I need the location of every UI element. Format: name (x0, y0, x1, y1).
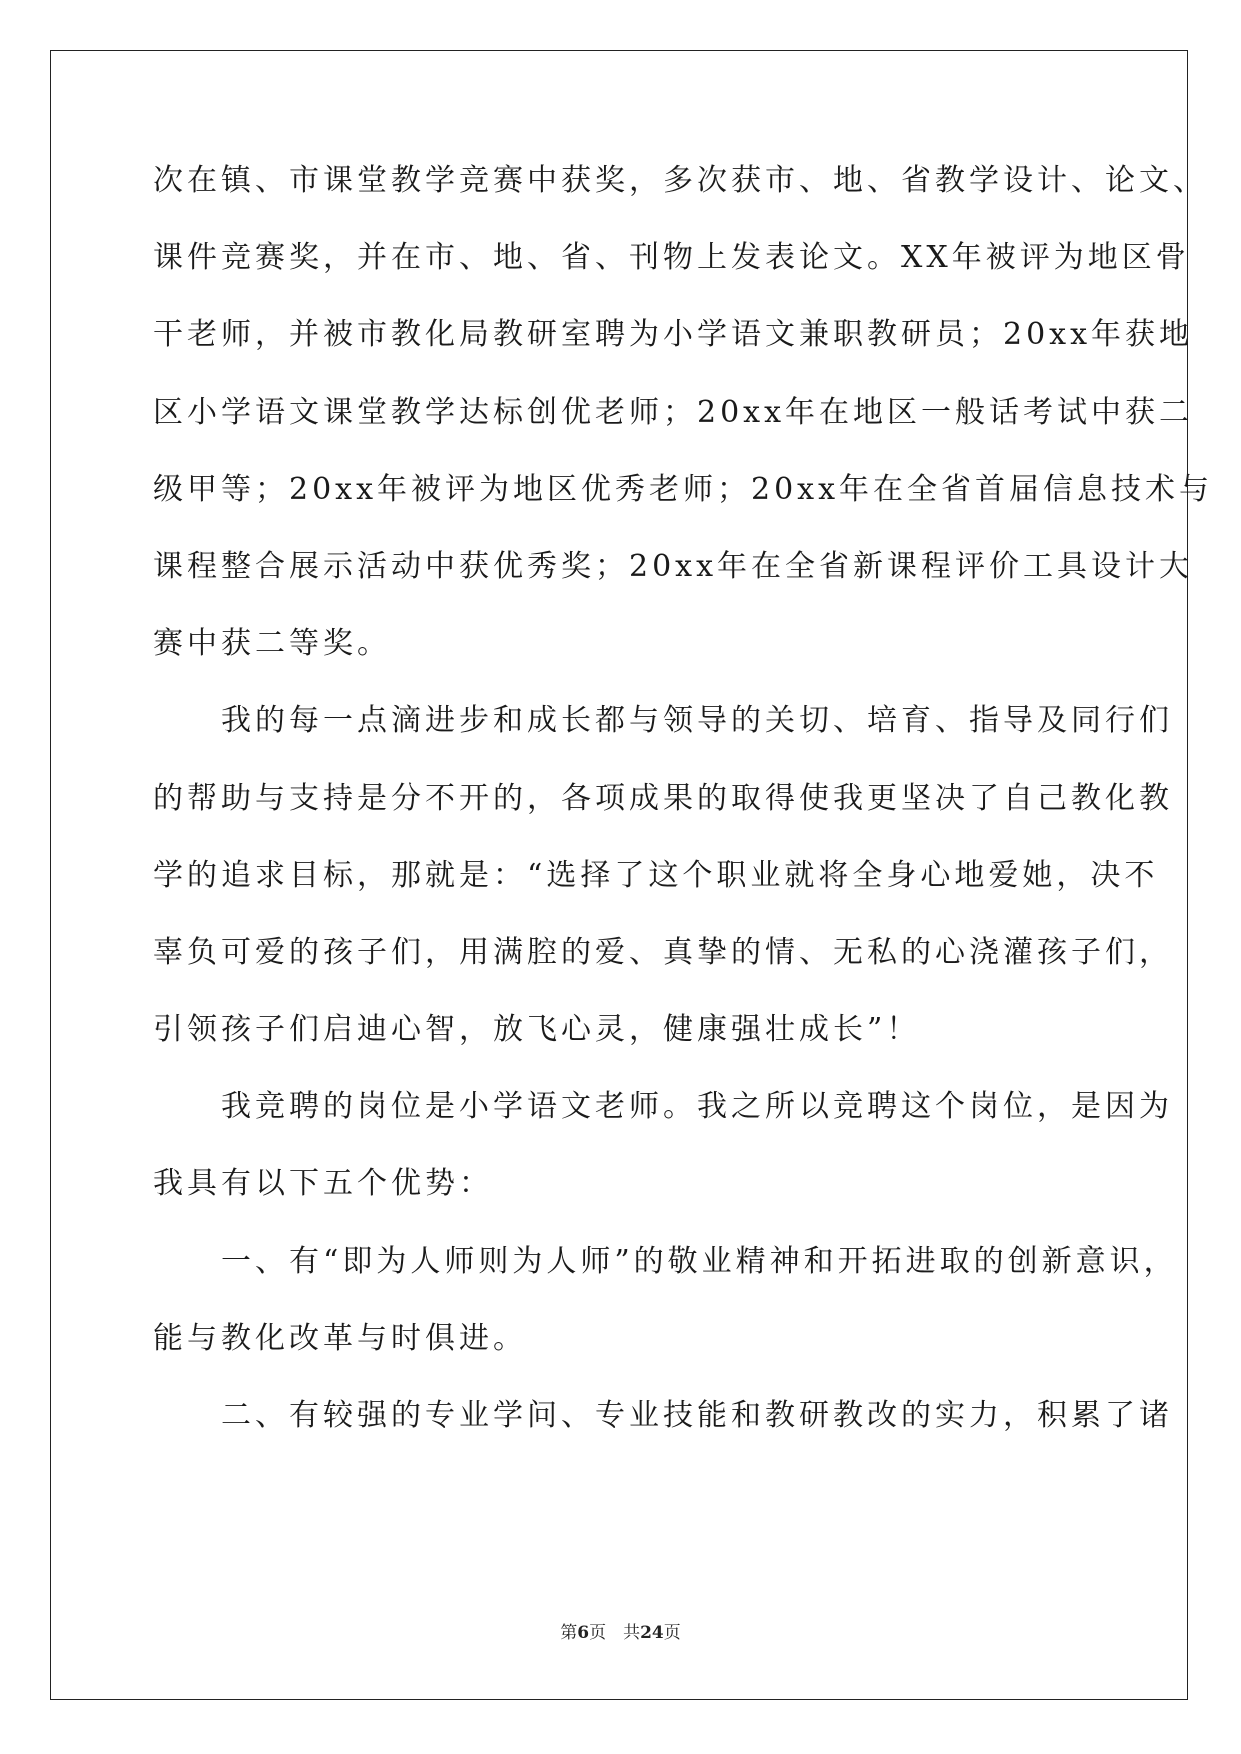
text-line: 课件竞赛奖，并在市、地、省、刊物上发表论文。XX年被评为地区骨 (153, 240, 1190, 276)
text-line: 区小学语文课堂教学达标创优老师；20xx年在地区一般话考试中获二 (153, 394, 1194, 430)
text-line: 级甲等；20xx年被评为地区优秀老师；20xx年在全省首届信息技术与 (153, 471, 1214, 507)
text-line: 我具有以下五个优势： (153, 1166, 493, 1202)
document-body (153, 142, 1214, 1454)
text-line: 一、有“即为人师则为人师”的敬业精神和开拓进取的创新意识， (153, 1243, 1178, 1279)
text-line: 我的每一点滴进步和成长都与领导的关切、培育、指导及同行们 (153, 703, 1173, 739)
page-prefix: 第 (560, 1623, 578, 1643)
page-mid: 页 共 (589, 1623, 641, 1643)
page-footer (0, 1618, 1241, 1643)
text-line: 干老师，并被市教化局教研室聘为小学语文兼职教研员；20xx年获地 (153, 317, 1194, 353)
total-pages: 24 (640, 1623, 664, 1643)
text-line: 引领孩子们启迪心智，放飞心灵，健康强壮成长”！ (153, 1012, 921, 1048)
text-line: 我竞聘的岗位是小学语文老师。我之所以竞聘这个岗位，是因为 (153, 1089, 1173, 1125)
page-number: 6 (577, 1623, 590, 1643)
page-suffix: 页 (663, 1623, 681, 1643)
text-line: 学的追求目标，那就是：“选择了这个职业就将全身心地爱她，决不 (153, 857, 1159, 893)
text-line: 赛中获二等奖。 (153, 626, 391, 662)
text-line: 辜负可爱的孩子们，用满腔的爱、真挚的情、无私的心浇灌孩子们， (153, 934, 1173, 970)
text-line: 的帮助与支持是分不开的，各项成果的取得使我更坚决了自己教化教 (153, 780, 1173, 816)
text-line: 次在镇、市课堂教学竞赛中获奖，多次获市、地、省教学设计、论文、 (153, 163, 1207, 198)
text-line: 能与教化改革与时俱进。 (153, 1320, 527, 1356)
text-line: 二、有较强的专业学问、专业技能和教研教改的实力，积累了诸 (153, 1398, 1173, 1433)
text-line: 课程整合展示活动中获优秀奖；20xx年在全省新课程评价工具设计大 (153, 548, 1194, 584)
